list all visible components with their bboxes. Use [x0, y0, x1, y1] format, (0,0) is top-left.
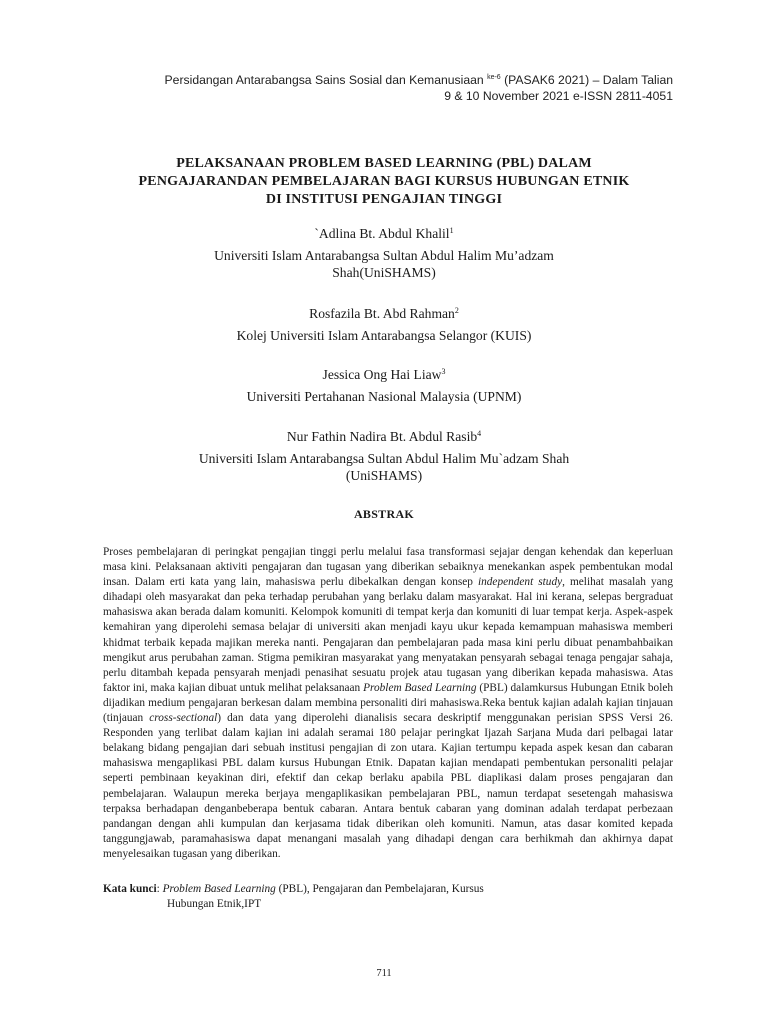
author-affiliation: Universiti Islam Antarabangsa Sultan Abdul Halim Mu`adzam Shah — [198, 451, 570, 466]
author-name: Nur Fathin Nadira Bt. Abdul Rasib$^4$ — [286, 429, 482, 444]
abstract-body: Proses pembelajaran di peringkat pengajian tinggi perlu melalui fasa transformasi sejajar dengan kehendak dan keperluan masa kini. Pelaksanaan aktiviti pengajaran dan tugasan yang diberikan sebaiknya menekankan aspek pembentukan modal insan. Dalam erti kata yang lain, mahasiswa perlu dibekalkan dengan konsep independent study, melihat masalah yang dihadapi oleh masyarakat dan peka terhadap perubahan yang berlaku dalam masyarakat. Hal ini kerana, selepas bergraduat mahasiswa akan berada dalam komuniti. Kelompok komuniti di tempat kerja dan komuniti di luar tempat kerja. Aspek-aspek kemahiran yang diperolehi semasa belajar di universiti akan menjadi kayu ukur kepada kemampuan mahasiswa memberi khidmat terbaik kepada majikan mereka nanti. Pengajaran dan pembelajaran pada masa kini perlu dibuat penambahbaikan mengikut arus perubahan zaman. Stigma pemikiran masyarakat yang menyatakan pensyarah sebagai tenaga pengajar sahaja, perlu ditambah kepada pensyarah menjadi penasihat sesuatu projek atau tugasan yang diberikan kepada mahasiswa. Atas faktor ini, maka kajian dibuat untuk melihat pelaksanaan Problem Based Learning (PBL) dalamkursus Hubungan Etnik boleh dijadikan medium pengajaran berkesan dalam membina personaliti diri mahasiswa.Reka bentuk kajian adalah kajian tinjauan (tinjauan cross-sectional) dan data yang diperolehi dianalisis secara deskriptif menggunakan perisian SPSS Versi 26. Responden yang terlibat dalam kajian ini adalah seramai 180 pelajar peringkat Ijazah Sarjana Muda dari pelbagai latar belakang bidang pengajian dari sebuah institusi pengajian di zon utara. Kajian tertumpu kepada aspek kesan dan cabaran mahasiswa mengaplikasi PBL dalam kursus Hubungan Etnik. Dapatan kajian mendapati pembentukan personaliti pelajar seperti pembinaan keyakinan diri, efektif dan cekap berlaku apabila PBL diaplikasi dalam proses pengajaran dan pembelajaran. Walaupun mereka berjaya mengaplikasikan pembelajaran PBL, namun terdapat sesetengah mahasiswa terpaksa berhadapan denganbeberapa bentuk cabaran. Antara bentuk cabaran yang dominan adalah terdapat perbezaan pandangan dengan ahli kumpulan dan kerjasama tidak diberikan oleh komuniti. Namun, atas dasar komited kepada tanggungjawab, paramahasiswa dapat menangani masalah yang dihadapi dengan cara berhikmah dan akhirnya dapat menyelesaikan tugasan yang diberikan. — [103, 546, 673, 860]
author-name: Jessica Ong Hai Liaw$^3$ — [322, 367, 446, 382]
abstract-heading: ABSTRAK — [353, 507, 415, 521]
author-4 — [60, 425, 708, 484]
author-affiliation: Kolej Universiti Islam Antarabangsa Selangor (KUIS) — [236, 328, 532, 343]
header-line-1: Persidangan Antarabangsa Sains Sosial dan Kemanusiaan $^{ke-6}$ (PASAK6 2021) – Dalam Talian — [164, 73, 673, 87]
author-affiliation: Universiti Pertahanan Nasional Malaysia (UPNM) — [246, 389, 522, 404]
keywords-label: Kata kunci — [103, 883, 157, 895]
author-name: `Adlina Bt. Abdul Khalil$^1$ — [314, 226, 454, 241]
page-number: 711 — [376, 968, 392, 979]
paper-title: PELAKSANAAN PROBLEM BASED LEARNING (PBL) DALAM PENGAJARANDAN PEMBELAJARAN BAGI KURSUS HUBUNGAN ETNIK DI INSTITUSI PENGAJIAN TINGGI — [138, 156, 630, 207]
author-1 — [60, 222, 708, 281]
author-name: Rosfazila Bt. Abd Rahman$^2$ — [309, 306, 459, 321]
author-affiliation: Universiti Islam Antarabangsa Sultan Abdul Halim Mu’adzam — [214, 248, 554, 263]
header-line-2: 9 & 10 November 2021 e-ISSN 2811-4051 — [444, 89, 673, 103]
author-3 — [60, 363, 708, 405]
author-2 — [60, 302, 708, 344]
running-header — [73, 70, 673, 104]
author-affiliation: (UniSHAMS) — [345, 468, 423, 483]
author-affiliation: Shah(UniSHAMS) — [332, 265, 436, 280]
keywords: Kata kunci: Problem Based Learning (PBL), Pengajaran dan Pembelajaran, Kursus Hubungan Etnik,IPT — [103, 883, 484, 910]
